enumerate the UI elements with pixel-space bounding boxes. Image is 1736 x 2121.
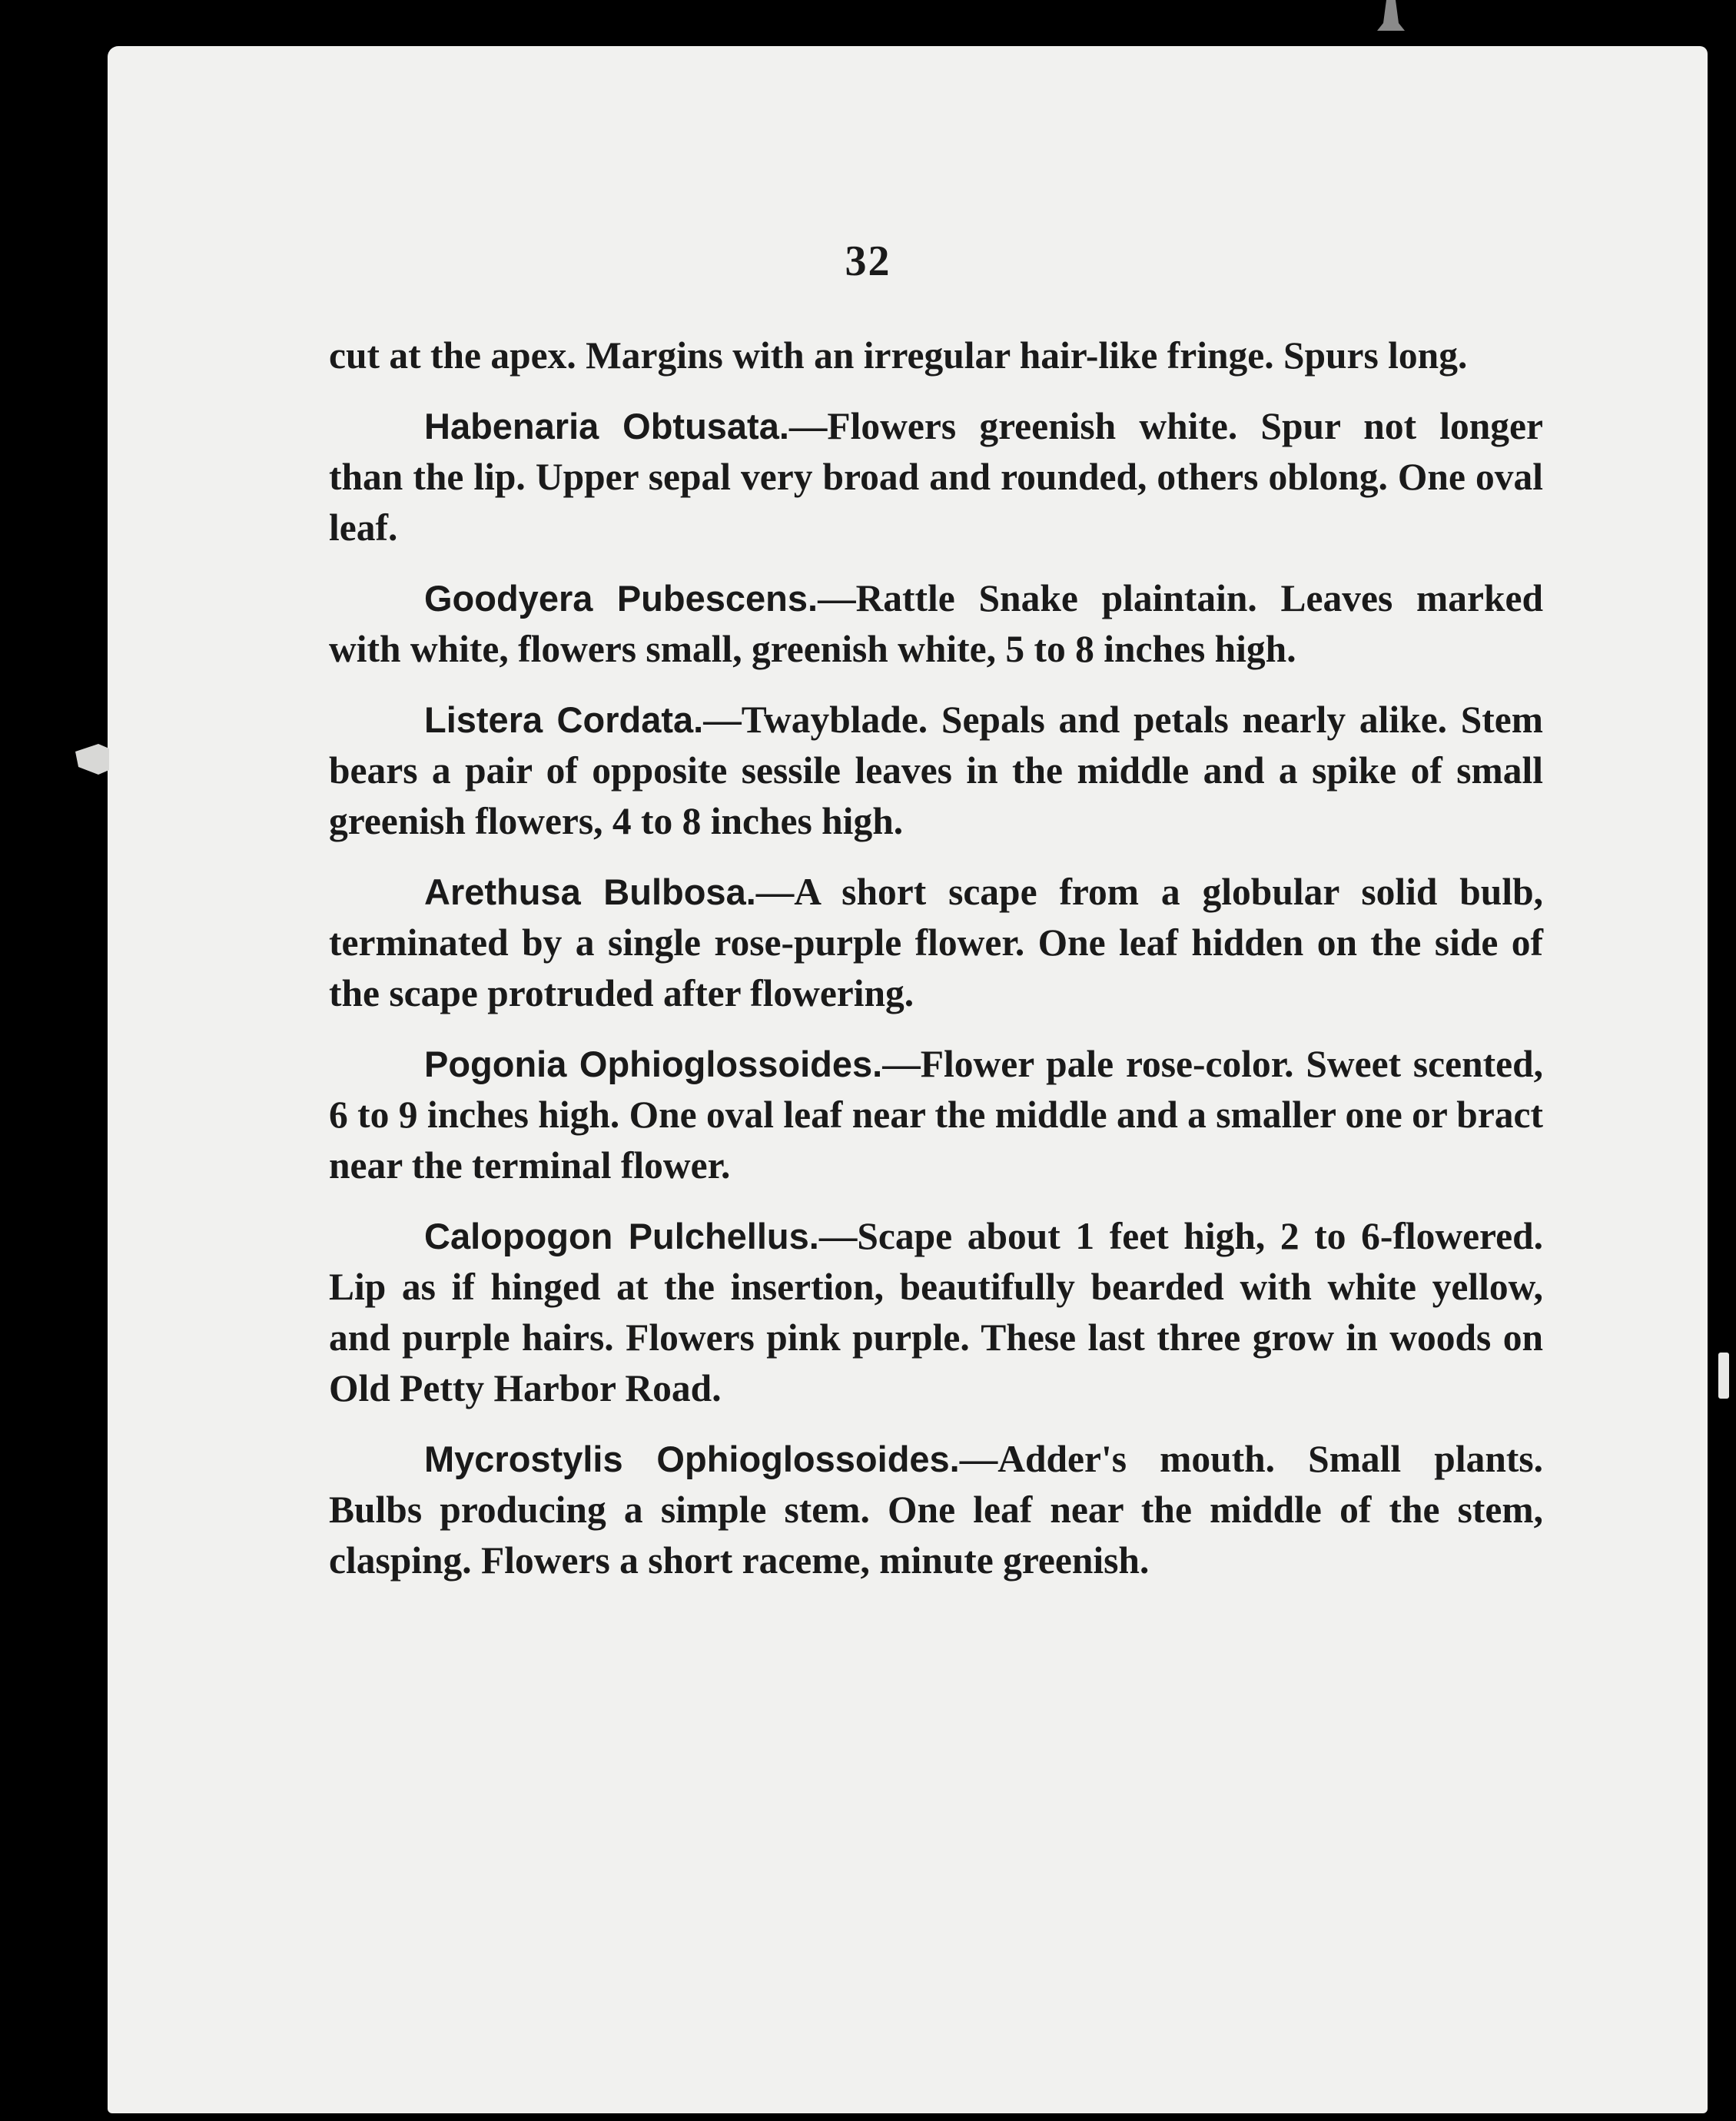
species-name: Goodyera Pubescens. [424,578,818,619]
species-name: Habenaria Obtusata. [424,406,789,446]
paragraph-pogonia [329,1039,1543,1191]
species-name: Mycrostylis Ophioglossoides. [424,1439,960,1479]
paragraph-text: —Rattle Snake plaintain. Leaves marked with white, flowers small, greenish white, 5 to 8 inches high. [329,577,1543,670]
paragraph-text: —Scape about 1 feet high, 2 to 6-flowered. Lip as if hinged at the insertion, beautifully bearded with white yellow, and purple hairs. Flowers pink purple. These last three grow in woods on Old Petty Harbor Road. [329,1215,1543,1409]
paragraph-habenaria [329,401,1543,553]
scan-artifact-edge [1718,1353,1729,1399]
paragraph-goodyera [329,573,1543,675]
paragraph-continuation [329,330,1543,381]
text-body [329,330,1543,1606]
paragraph-text: cut at the apex. Margins with an irregular hair-like fringe. Spurs long. [329,334,1468,377]
paragraph-arethusa [329,867,1543,1019]
species-name: Listera Cordata. [424,699,704,740]
species-name: Calopogon Pulchellus. [424,1216,819,1256]
paragraph-text: —Flowers greenish white. Spur not longer than the lip. Upper sepal very broad and rounded, others oblong. One oval leaf. [329,405,1543,549]
paragraph-text: —Twayblade. Sepals and petals nearly alike. Stem bears a pair of opposite sessile leaves in the middle and a spike of small greenish flowers, 4 to 8 inches high. [329,699,1543,842]
species-name: Pogonia Ophioglossoides. [424,1044,883,1084]
paragraph-listera [329,695,1543,847]
paragraph-text: —Adder's mouth. Small plants. Bulbs producing a simple stem. One leaf near the middle of the stem, clasping. Flowers a short raceme, minute greenish. [329,1438,1543,1582]
paragraph-calopogon [329,1211,1543,1414]
paragraph-text: —Flower pale rose-color. Sweet scented, 6 to 9 inches high. One oval leaf near the middle and a smaller one or bract near the terminal flower. [329,1043,1543,1187]
species-name: Arethusa Bulbosa. [424,871,756,912]
paragraph-mycrostylis [329,1434,1543,1586]
scan-artifact-mark [1376,0,1406,31]
page-number: 32 [845,237,891,285]
paragraph-text: —A short scape from a globular solid bulb, terminated by a single rose-purple flower. One leaf hidden on the side of the scape protruded after flowering. [329,871,1543,1014]
scan-artifact-tab [75,744,109,775]
